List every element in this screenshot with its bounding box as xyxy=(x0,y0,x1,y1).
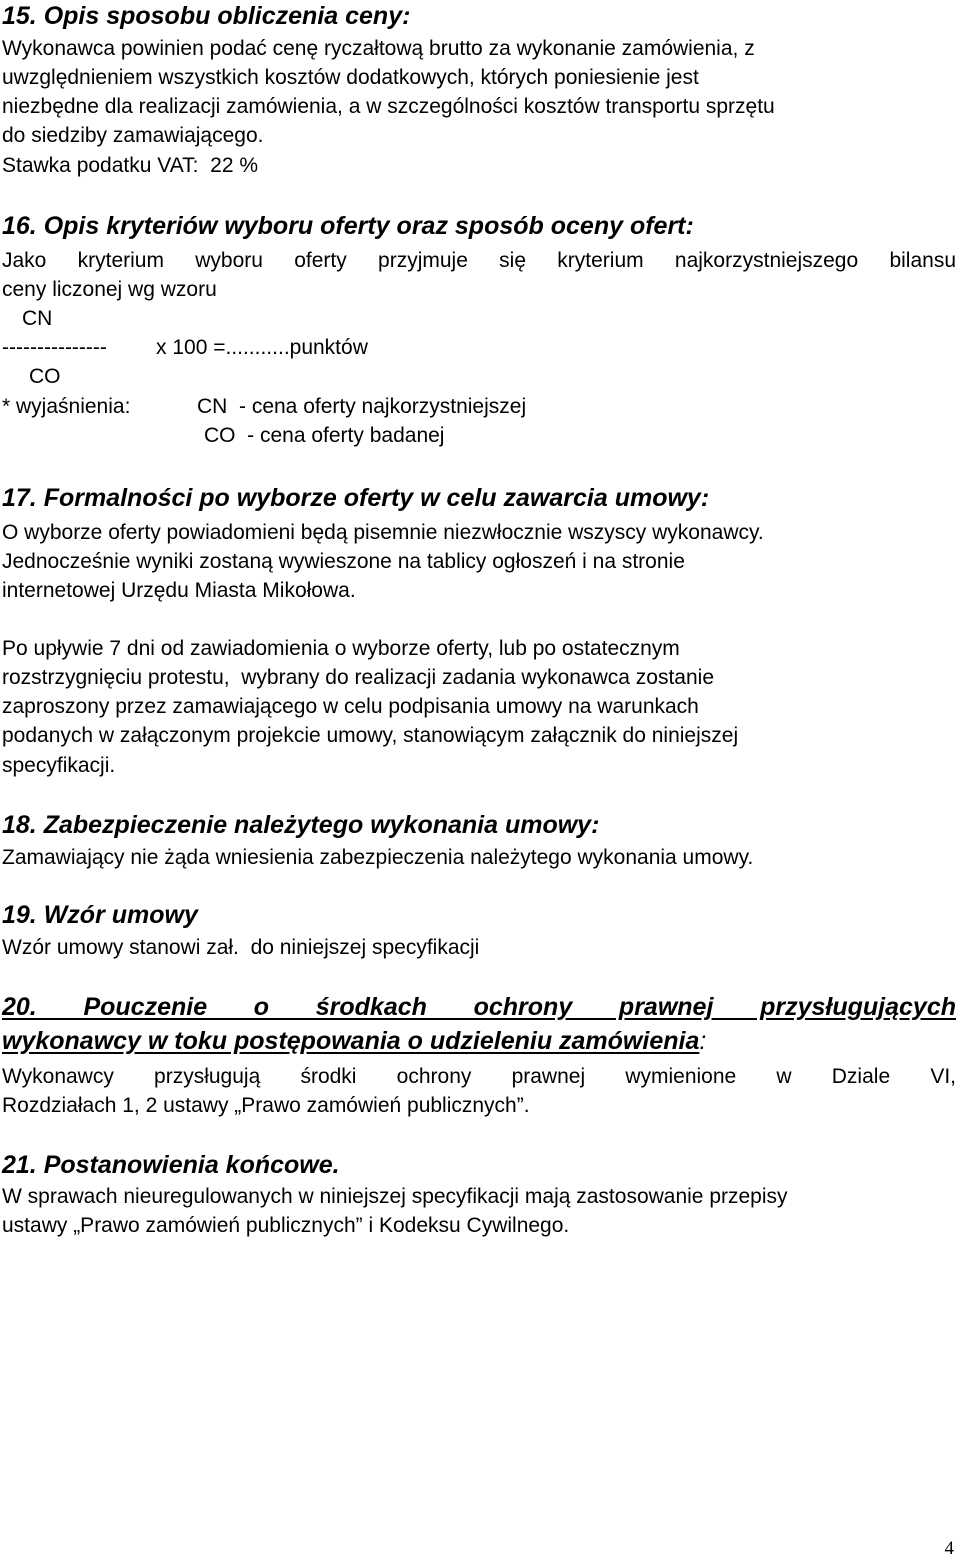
section-17-line-1: O wyborze oferty powiadomieni będą pisemnie niezwłocznie wszyscy wykonawcy. xyxy=(2,521,764,544)
section-15-line-1: Wykonawca powinien podać cenę ryczałtową brutto za wykonanie zamówienia, z xyxy=(2,37,755,60)
section-21-line-1: W sprawach nieuregulowanych w niniejszej specyfikacji mają zastosowanie przepisy xyxy=(2,1185,788,1208)
explanation-co: CO - cena oferty badanej xyxy=(204,424,445,447)
section-16-line-2: ceny liczonej wg wzoru xyxy=(2,278,217,301)
section-18-heading: 18. Zabezpieczenie należytego wykonania umowy: xyxy=(2,811,600,839)
formula-multiplier: x 100 =...........punktów xyxy=(156,336,368,359)
section-20-heading-line-2 xyxy=(2,1027,706,1056)
section-15-heading: 15. Opis sposobu obliczenia ceny: xyxy=(2,2,411,30)
section-20-heading-line-1: 20. Pouczenie o środkach ochrony prawnej przysługujących xyxy=(2,993,956,1021)
formula-denominator: CO xyxy=(29,365,61,388)
section-18-line: Zamawiający nie żąda wniesienia zabezpieczenia należytego wykonania umowy. xyxy=(2,846,754,869)
section-20-heading-text: wykonawcy w toku postępowania o udzieleniu zamówienia xyxy=(2,1027,700,1055)
section-20-heading-colon: : xyxy=(699,1027,707,1055)
section-16-line-1: Jako kryterium wyboru oferty przyjmuje się kryterium najkorzystniejszego bilansu xyxy=(2,249,956,272)
section-16-heading: 16. Opis kryteriów wyboru oferty oraz sposób oceny ofert: xyxy=(2,212,694,240)
section-17-para2-line-4: podanych w załączonym projekcie umowy, stanowiącym załącznik do niniejszej xyxy=(2,724,739,747)
section-19-line: Wzór umowy stanowi zał. do niniejszej specyfikacji xyxy=(2,936,480,959)
section-17-line-3: internetowej Urzędu Miasta Mikołowa. xyxy=(2,579,356,602)
section-20-line-1: Wykonawcy przysługują środki ochrony prawnej wymienione w Dziale VI, xyxy=(2,1065,956,1088)
section-17-line-2: Jednocześnie wyniki zostaną wywieszone na tablicy ogłoszeń i na stronie xyxy=(2,550,685,573)
formula-numerator: CN xyxy=(22,307,53,330)
explanation-cn: CN - cena oferty najkorzystniejszej xyxy=(197,395,527,418)
section-15-line-4: do siedziby zamawiającego. xyxy=(2,124,264,147)
section-15-line-3: niezbędne dla realizacji zamówienia, a w szczególności kosztów transportu sprzętu xyxy=(2,95,775,118)
section-15-line-2: uwzględnieniem wszystkich kosztów dodatkowych, których poniesienie jest xyxy=(2,66,699,89)
formula-fraction-line: --------------- xyxy=(2,336,107,359)
page-number: 4 xyxy=(944,1538,954,1559)
section-17-para2-line-3: zaproszony przez zamawiającego w celu podpisania umowy na warunkach xyxy=(2,695,699,718)
section-20-line-2: Rozdziałach 1, 2 ustawy „Prawo zamówień publicznych”. xyxy=(2,1094,530,1117)
section-17-para2-line-5: specyfikacji. xyxy=(2,754,116,777)
section-21-heading: 21. Postanowienia końcowe. xyxy=(2,1151,340,1179)
section-19-heading: 19. Wzór umowy xyxy=(2,901,198,929)
section-17-para2-line-2: rozstrzygnięciu protestu, wybrany do realizacji zadania wykonawca zostanie xyxy=(2,666,715,689)
section-21-line-2: ustawy „Prawo zamówień publicznych” i Kodeksu Cywilnego. xyxy=(2,1214,570,1237)
section-17-para2-line-1: Po upływie 7 dni od zawiadomienia o wyborze oferty, lub po ostatecznym xyxy=(2,637,680,660)
vat-rate: Stawka podatku VAT: 22 % xyxy=(2,154,259,177)
explanation-label: * wyjaśnienia: xyxy=(2,395,131,418)
section-17-heading: 17. Formalności po wyborze oferty w celu zawarcia umowy: xyxy=(2,484,710,512)
